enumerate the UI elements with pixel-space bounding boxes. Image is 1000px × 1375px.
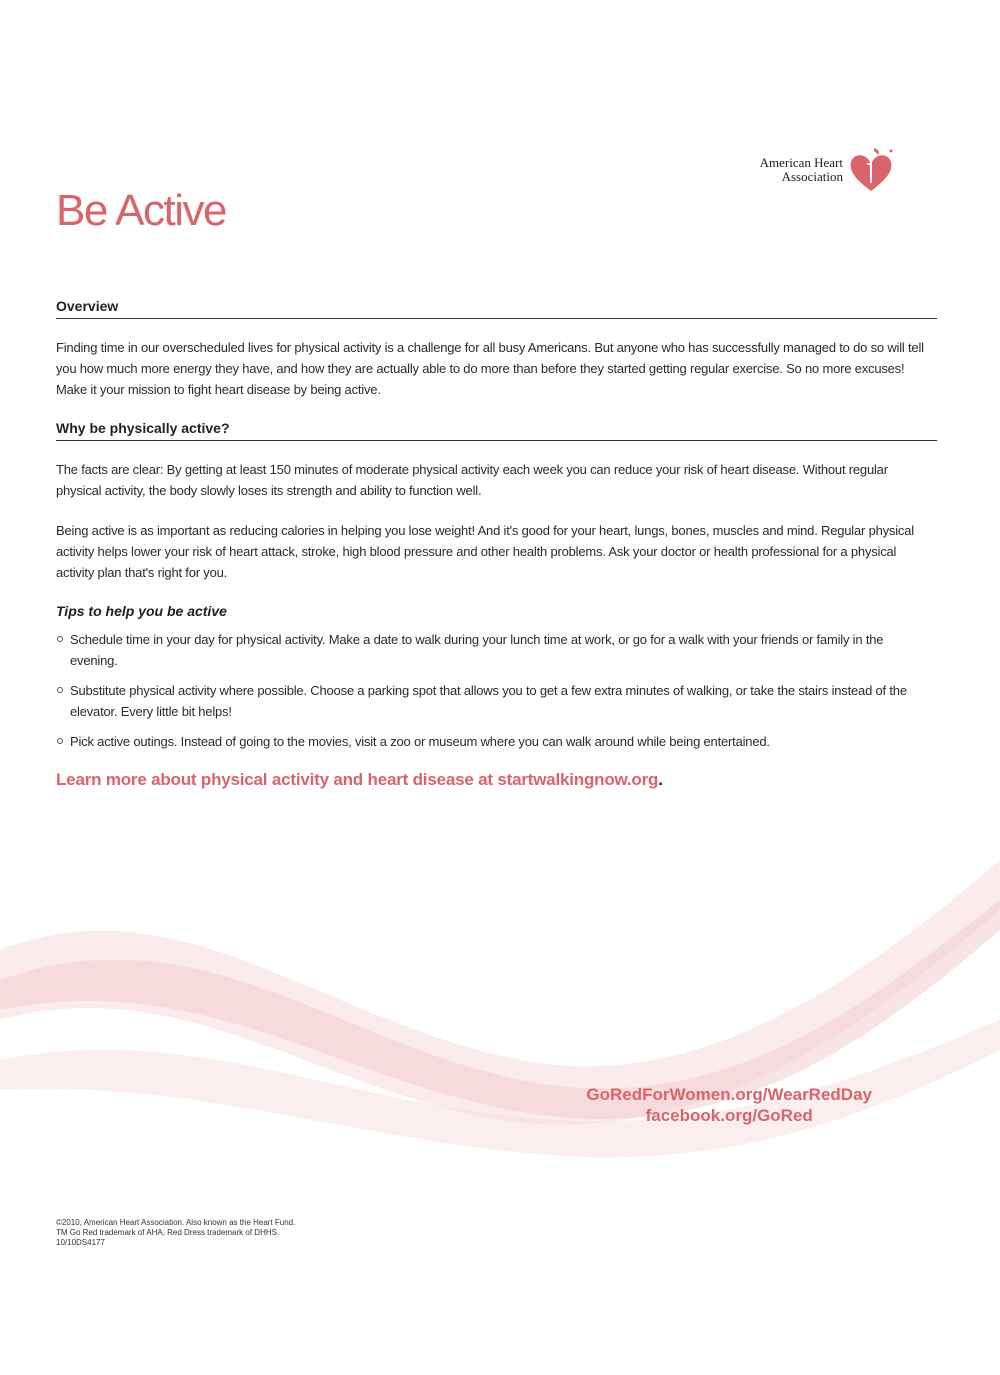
- tip-item: [56, 629, 930, 671]
- logo-line-2: Association: [781, 169, 843, 184]
- legal-line-1: ©2010, American Heart Association. Also known as the Heart Fund.: [56, 1218, 296, 1227]
- overview-text: Finding time in our overscheduled lives for physical activity is a challenge for all busy Americans. But anyone who has successfully managed to do so will tell you how much more energy they have, and how they are actually able to do more than before they started getting regular exercise. So no more excuses! Make it your mission to fight heart disease by being active.: [56, 340, 924, 397]
- tip-text: Substitute physical activity where possible. Choose a parking spot that allows you to get a few extra minutes of walking, or take the stairs instead of the elevator. Every little bit helps!: [70, 683, 907, 719]
- facebook-link[interactable]: facebook.org/GoRed: [645, 1106, 813, 1125]
- wear-red-day-link[interactable]: GoRedForWomen.org/WearRedDay: [586, 1085, 872, 1104]
- bullet-icon: [57, 687, 63, 693]
- page-title: Be Active: [56, 186, 226, 235]
- tip-text: Schedule time in your day for physical activity. Make a date to walk during your lunch time at work, or go for a walk with your friends or family in the evening.: [70, 632, 884, 668]
- why-heading: Why be physically active?: [56, 420, 937, 441]
- bullet-icon: [57, 636, 63, 642]
- legal-line-3: 10/10DS4177: [56, 1238, 105, 1247]
- web-links: [586, 1084, 872, 1126]
- logo-text: [760, 156, 843, 184]
- tip-item: [56, 680, 930, 722]
- learn-more-period: .: [658, 770, 663, 789]
- legal-notice: [56, 1218, 295, 1248]
- heart-torch-icon: [847, 145, 895, 195]
- tip-item: [56, 731, 930, 752]
- legal-line-2: TM Go Red trademark of AHA, Red Dress trademark of DHHS.: [56, 1228, 280, 1237]
- learn-more-link[interactable]: Learn more about physical activity and heart disease at startwalkingnow.org: [56, 770, 659, 789]
- learn-more-text: [56, 770, 663, 790]
- decorative-swoosh: [0, 820, 1000, 1220]
- logo-line-1: American Heart: [759, 155, 843, 170]
- tips-heading: Tips to help you be active: [56, 603, 227, 619]
- bullet-icon: [57, 738, 63, 744]
- why-paragraph-1: The facts are clear: By getting at least 150 minutes of moderate physical activity each week you can reduce your risk of heart disease. Without regular physical activity, the body slowly loses its strength and ability to function well.: [56, 462, 888, 498]
- why-paragraph-2: Being active is as important as reducing calories in helping you lose weight! And it's good for your heart, lungs, bones, muscles and mind. Regular physical activity helps lower your risk of heart attack, stroke, high blood pressure and other health problems. Ask your doctor or health professional for a physical activity plan that's right for you.: [56, 523, 914, 580]
- tip-text: Pick active outings. Instead of going to the movies, visit a zoo or museum where you can walk around while being entertained.: [70, 734, 770, 749]
- overview-heading: Overview: [56, 298, 937, 319]
- aha-logo: [745, 145, 895, 195]
